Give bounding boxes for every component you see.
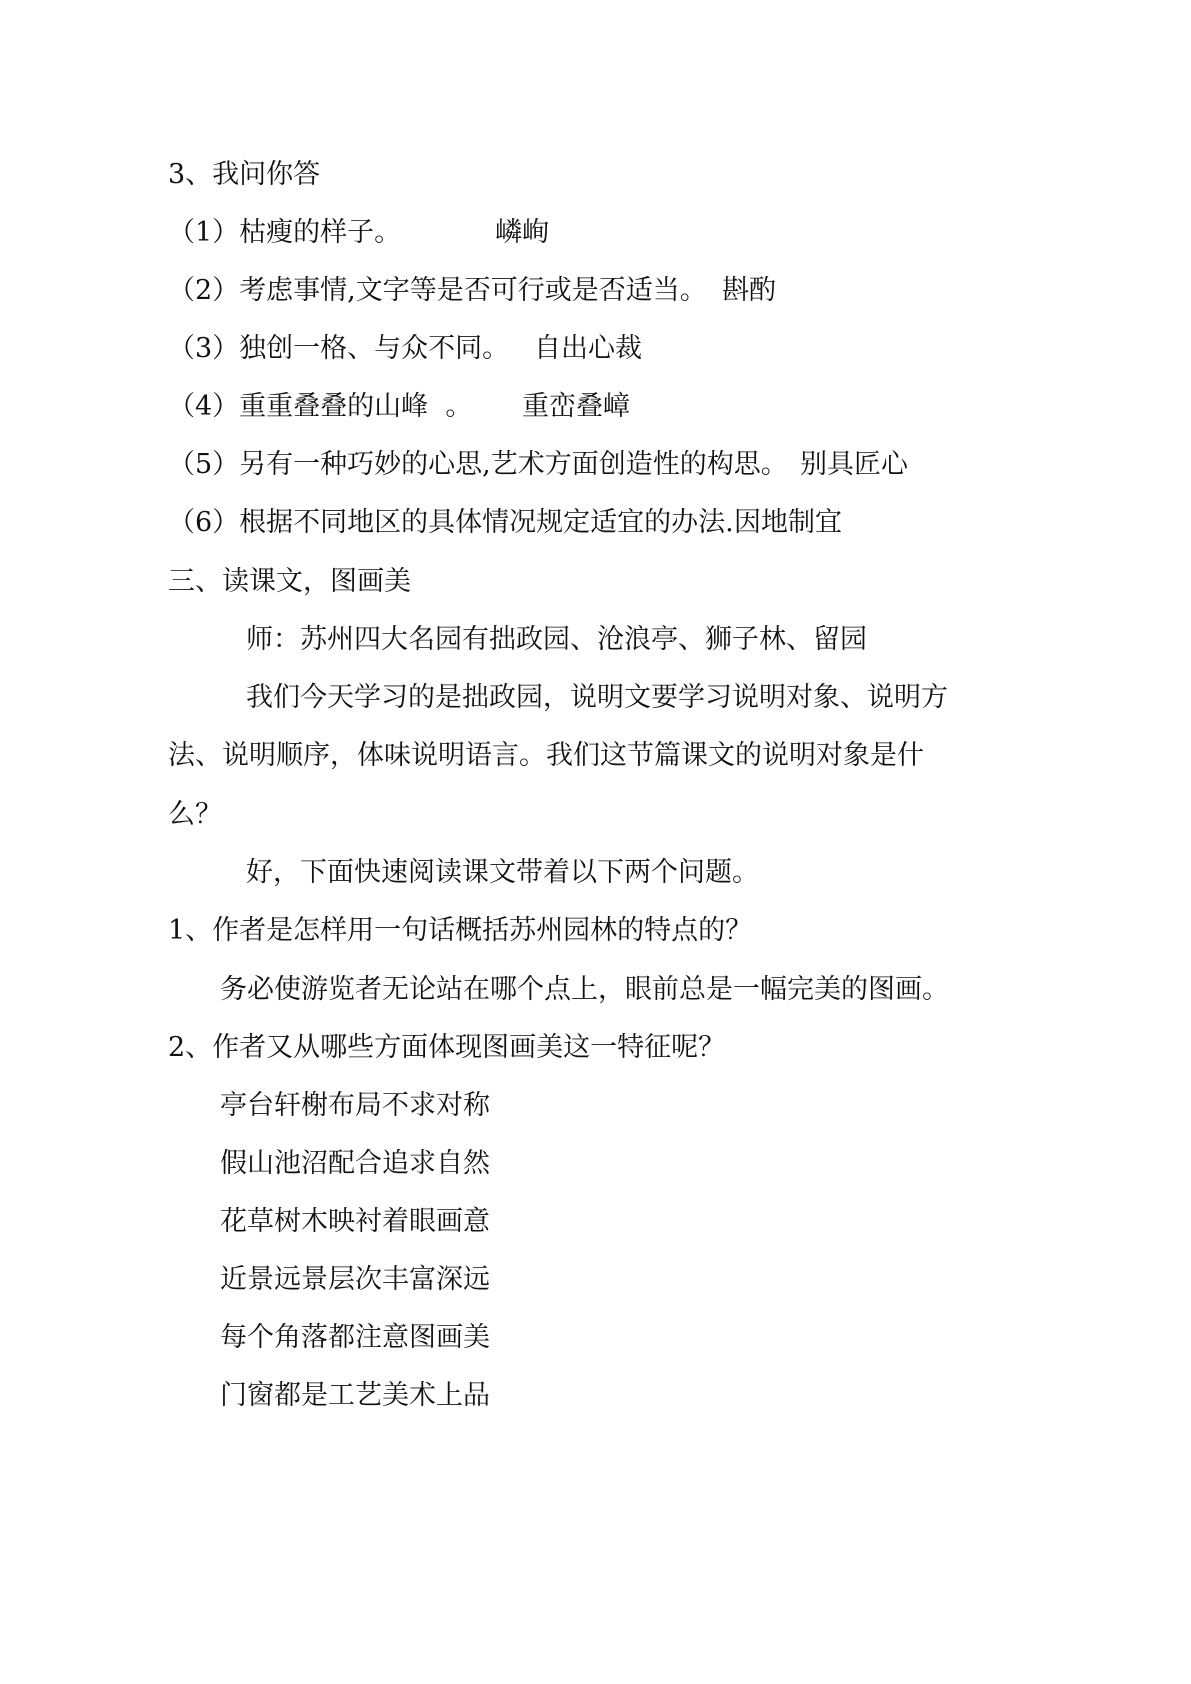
question-1: 1、作者是怎样用一句话概括苏州园林的特点的？ [168, 915, 753, 946]
qa-answer: 嶙峋 [495, 217, 549, 248]
part3-heading: 三、读课文，图画美 [168, 566, 411, 597]
qa-answer: 斟酌 [722, 275, 776, 306]
qa-item [168, 447, 908, 483]
answer-2-item: 亭台轩榭布局不求对称 [220, 1090, 490, 1121]
qa-question: （4）重重叠叠的山峰 。 [168, 391, 473, 422]
teacher-line: 师：苏州四大名园有拙政园、沧浪亭、狮子林、留园 [246, 624, 867, 655]
qa-question: （3）独创一格、与众不同。 [168, 333, 510, 364]
qa-item [168, 215, 549, 251]
qa-answer: 别具匠心 [800, 449, 908, 480]
qa-item [168, 331, 642, 367]
answer-2-item: 门窗都是工艺美术上品 [220, 1380, 490, 1411]
qa-answer: 重峦叠嶂 [522, 391, 630, 422]
qa-item [168, 273, 776, 309]
qa-question: （5）另有一种巧妙的心思,艺术方面创造性的构思。 [168, 449, 788, 480]
qa-answer: 自出心裁 [534, 333, 642, 364]
qa-question: （2）考虑事情,文字等是否可行或是否适当。 [168, 275, 707, 306]
qa-question: （1）枯瘦的样子。 [168, 217, 402, 248]
qa-answer: 因地制宜 [734, 507, 842, 538]
qa-item [168, 505, 842, 541]
qa-item [168, 389, 630, 425]
qa-question: （6）根据不同地区的具体情况规定适宜的办法. [168, 507, 734, 538]
answer-2-item: 假山池沼配合追求自然 [220, 1148, 490, 1179]
answer-2-item: 每个角落都注意图画美 [220, 1322, 490, 1353]
section3-heading: 3、我问你答 [168, 159, 321, 190]
paragraph-line: 好，下面快速阅读课文带着以下两个问题。 [246, 857, 759, 888]
answer-2-item: 近景远景层次丰富深远 [220, 1264, 490, 1295]
paragraph-line: 法、说明顺序，体味说明语言。我们这节篇课文的说明对象是什 [168, 740, 924, 771]
paragraph-line: 么？ [168, 799, 222, 830]
answer-1: 务必使游览者无论站在哪个点上，眼前总是一幅完美的图画。 [220, 974, 949, 1005]
paragraph-line: 我们今天学习的是拙政园，说明文要学习说明对象、说明方 [246, 682, 948, 713]
answer-2-item: 花草树木映衬着眼画意 [220, 1206, 490, 1237]
question-2: 2、作者又从哪些方面体现图画美这一特征呢？ [168, 1032, 726, 1063]
